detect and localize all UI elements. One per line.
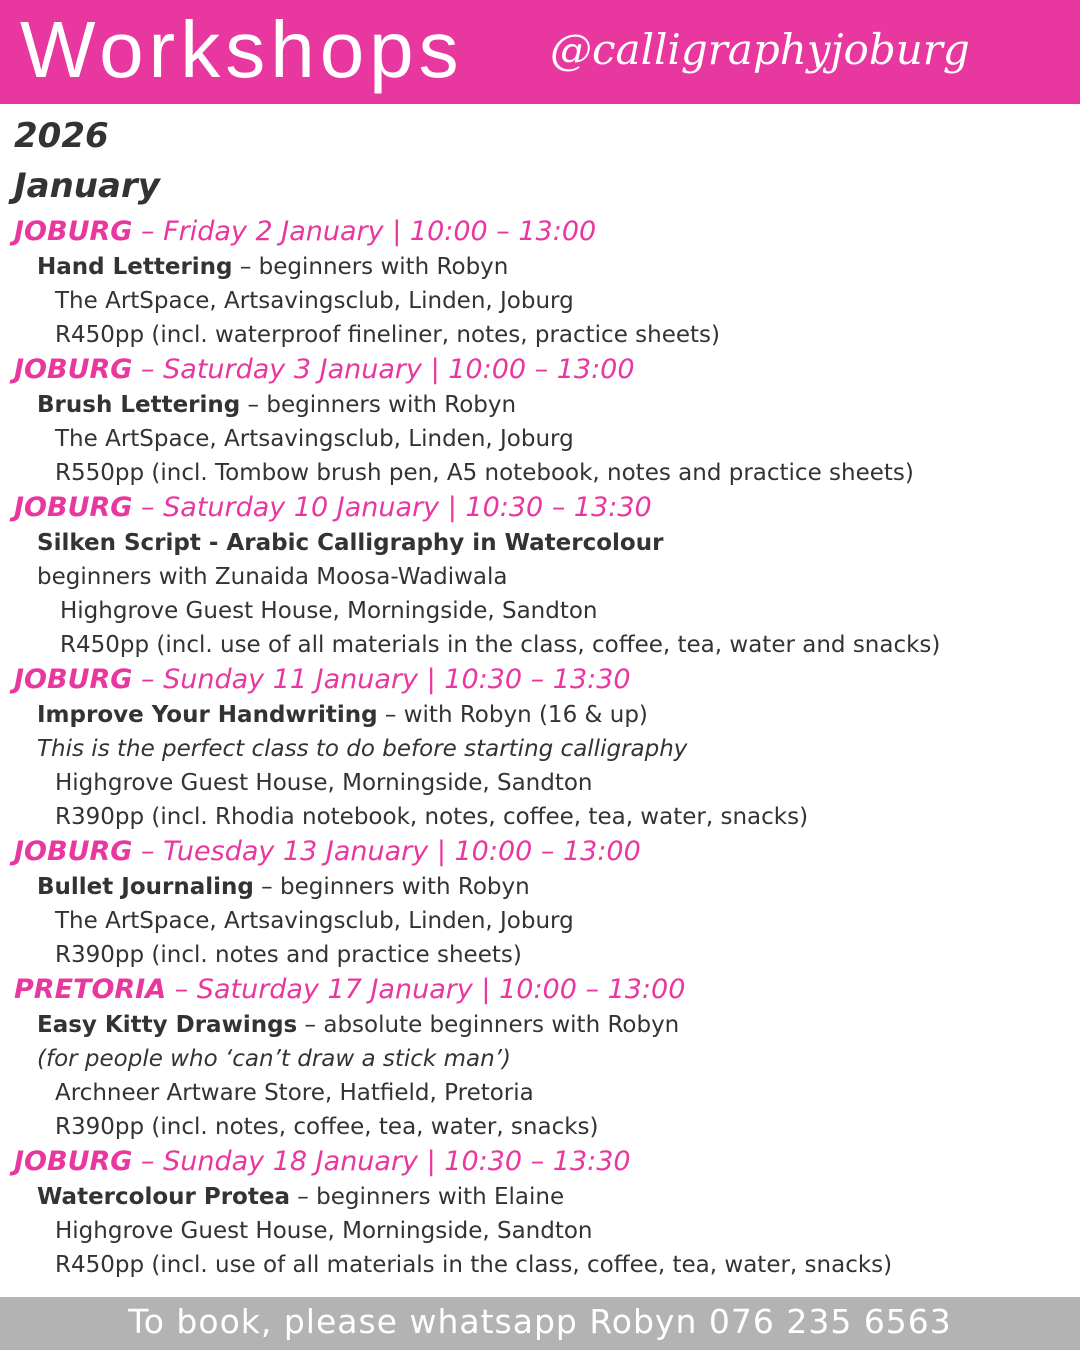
booking-footer: To book, please whatsapp Robyn 076 235 6563 xyxy=(0,1297,1080,1350)
event-item xyxy=(0,352,1080,490)
event-workshop-line xyxy=(0,526,1080,560)
event-item xyxy=(0,1144,1080,1282)
event-workshop-line xyxy=(0,250,1080,284)
event-description: – beginners with Robyn xyxy=(253,874,530,900)
event-venue: The ArtSpace, Artsavingsclub, Linden, Joburg xyxy=(55,908,574,934)
event-city: PRETORIA xyxy=(14,974,167,1005)
event-item xyxy=(0,214,1080,352)
event-heading xyxy=(0,214,1080,250)
event-workshop-line xyxy=(0,870,1080,904)
event-city: JOBURG xyxy=(14,492,133,523)
event-item xyxy=(0,972,1080,1144)
event-heading xyxy=(0,972,1080,1008)
event-venue: Highgrove Guest House, Morningside, Sandton xyxy=(60,598,598,624)
event-description: – absolute beginners with Robyn xyxy=(297,1012,680,1038)
event-datetime: – Sunday 18 January | 10:30 – 13:30 xyxy=(132,1146,631,1177)
event-description: – beginners with Robyn xyxy=(240,392,517,418)
event-description: – beginners with Elaine xyxy=(289,1184,565,1210)
event-datetime: – Saturday 17 January | 10:00 – 13:00 xyxy=(166,974,686,1005)
event-venue: Highgrove Guest House, Morningside, Sandton xyxy=(55,1218,593,1244)
event-workshop-line xyxy=(0,698,1080,732)
event-workshop: Brush Lettering xyxy=(37,392,241,418)
event-item xyxy=(0,662,1080,834)
event-venue: The ArtSpace, Artsavingsclub, Linden, Joburg xyxy=(55,288,574,314)
event-price: R550pp (incl. Tombow brush pen, A5 notebook, notes and practice sheets) xyxy=(55,460,914,486)
event-workshop-line xyxy=(0,388,1080,422)
event-description: – beginners with Robyn xyxy=(232,254,509,280)
event-datetime: – Sunday 11 January | 10:30 – 13:30 xyxy=(132,664,631,695)
events-list xyxy=(0,214,1080,1282)
event-price: R390pp (incl. notes and practice sheets) xyxy=(55,942,522,968)
event-workshop: Easy Kitty Drawings xyxy=(37,1012,298,1038)
event-item xyxy=(0,490,1080,662)
event-heading xyxy=(0,834,1080,870)
event-datetime: – Friday 2 January | 10:00 – 13:00 xyxy=(132,216,597,247)
year-heading: 2026 xyxy=(14,116,109,156)
event-venue: The ArtSpace, Artsavingsclub, Linden, Joburg xyxy=(55,426,574,452)
event-price: R390pp (incl. Rhodia notebook, notes, coffee, tea, water, snacks) xyxy=(55,804,809,830)
event-city: JOBURG xyxy=(14,664,133,695)
event-note: (for people who ‘can’t draw a stick man’) xyxy=(37,1046,511,1072)
page-title: Workshops xyxy=(20,5,464,94)
event-city: JOBURG xyxy=(14,836,133,867)
event-workshop: Improve Your Handwriting xyxy=(37,702,378,728)
event-price: R450pp (incl. use of all materials in the class, coffee, tea, water, snacks) xyxy=(55,1252,893,1278)
event-description: beginners with Zunaida Moosa-Wadiwala xyxy=(37,564,508,590)
event-heading xyxy=(0,662,1080,698)
event-datetime: – Saturday 3 January | 10:00 – 13:00 xyxy=(132,354,635,385)
header-banner xyxy=(0,0,1080,104)
event-price: R450pp (incl. use of all materials in the class, coffee, tea, water and snacks) xyxy=(60,632,941,658)
event-heading xyxy=(0,352,1080,388)
event-workshop: Hand Lettering xyxy=(37,254,233,280)
event-description: – with Robyn (16 & up) xyxy=(377,702,648,728)
event-price: R450pp (incl. waterproof fineliner, notes, practice sheets) xyxy=(55,322,720,348)
event-city: JOBURG xyxy=(14,1146,133,1177)
event-heading xyxy=(0,490,1080,526)
event-workshop: Watercolour Protea xyxy=(37,1184,290,1210)
event-note: This is the perfect class to do before starting calligraphy xyxy=(37,736,688,762)
event-venue: Highgrove Guest House, Morningside, Sandton xyxy=(55,770,593,796)
event-datetime: – Saturday 10 January | 10:30 – 13:30 xyxy=(132,492,652,523)
event-city: JOBURG xyxy=(14,354,133,385)
event-workshop-line xyxy=(0,1180,1080,1214)
event-workshop-line xyxy=(0,1008,1080,1042)
event-workshop: Bullet Journaling xyxy=(37,874,254,900)
event-datetime: – Tuesday 13 January | 10:00 – 13:00 xyxy=(132,836,641,867)
event-venue: Archneer Artware Store, Hatfield, Pretoria xyxy=(55,1080,534,1106)
event-workshop: Silken Script - Arabic Calligraphy in Watercolour xyxy=(37,530,664,556)
event-city: JOBURG xyxy=(14,216,133,247)
event-item xyxy=(0,834,1080,972)
month-heading: January xyxy=(14,166,160,206)
event-price: R390pp (incl. notes, coffee, tea, water, snacks) xyxy=(55,1114,599,1140)
social-handle: @calligraphyjoburg xyxy=(550,25,970,74)
event-heading xyxy=(0,1144,1080,1180)
